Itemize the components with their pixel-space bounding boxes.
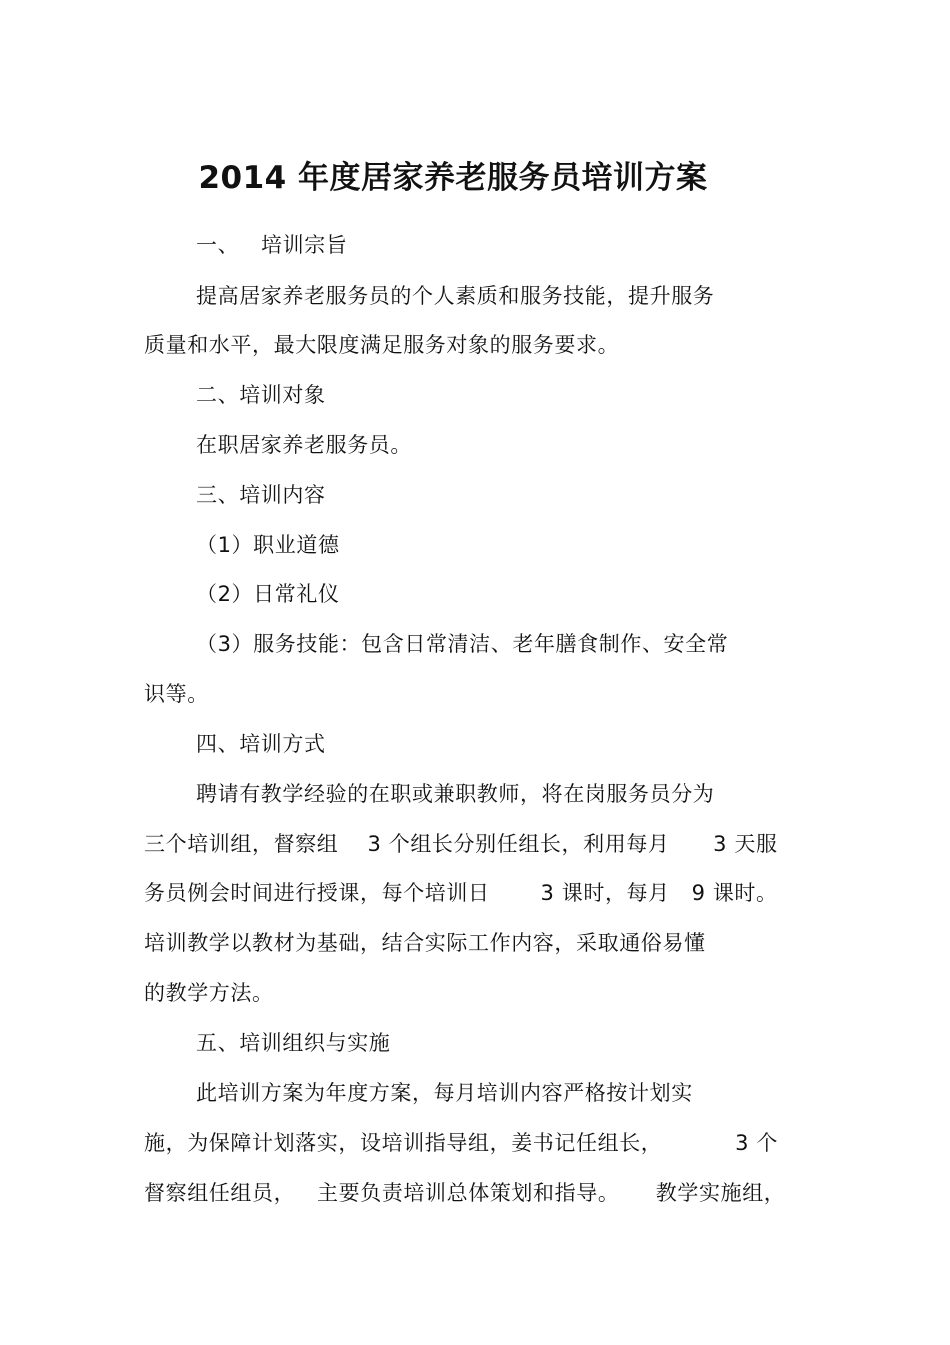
list-item: （3）服务技能：包含日常清洁、老年膳食制作、安全常 <box>196 632 729 656</box>
section-heading-3: 三、培训内容 <box>196 483 326 507</box>
list-item: （2）日常礼仪 <box>196 582 340 606</box>
paragraph-line: 识等。 <box>144 682 209 706</box>
paragraph-line: 三个培训组，督察组 3 个组长分别任组长，利用每月 3 天服 <box>144 832 778 856</box>
section-heading-1: 一、 培训宗旨 <box>196 233 348 257</box>
paragraph-line: 在职居家养老服务员。 <box>196 433 412 457</box>
section-heading-5: 五、培训组织与实施 <box>196 1031 391 1055</box>
document-title: 2014 年度居家养老服务员培训方案 <box>198 160 708 196</box>
paragraph-line: 提高居家养老服务员的个人素质和服务技能，提升服务 <box>196 284 715 308</box>
paragraph-line: 的教学方法。 <box>144 981 274 1005</box>
paragraph-line: 聘请有教学经验的在职或兼职教师，将在岗服务员分为 <box>196 782 715 806</box>
paragraph-line: 督察组任组员， 主要负责培训总体策划和指导。 教学实施组， <box>144 1181 786 1205</box>
paragraph-line: 此培训方案为年度方案，每月培训内容严格按计划实 <box>196 1081 693 1105</box>
paragraph-line: 施，为保障计划落实，设培训指导组，姜书记任组长， 3 个 <box>144 1131 778 1155</box>
list-item: （1）职业道德 <box>196 533 340 557</box>
paragraph-line: 培训教学以教材为基础，结合实际工作内容，采取通俗易懂 <box>144 931 706 955</box>
paragraph-line: 质量和水平，最大限度满足服务对象的服务要求。 <box>144 333 620 357</box>
section-heading-4: 四、培训方式 <box>196 732 326 756</box>
paragraph-line: 务员例会时间进行授课，每个培训日 3 课时，每月 9 课时。 <box>144 881 778 905</box>
section-heading-2: 二、培训对象 <box>196 383 326 407</box>
